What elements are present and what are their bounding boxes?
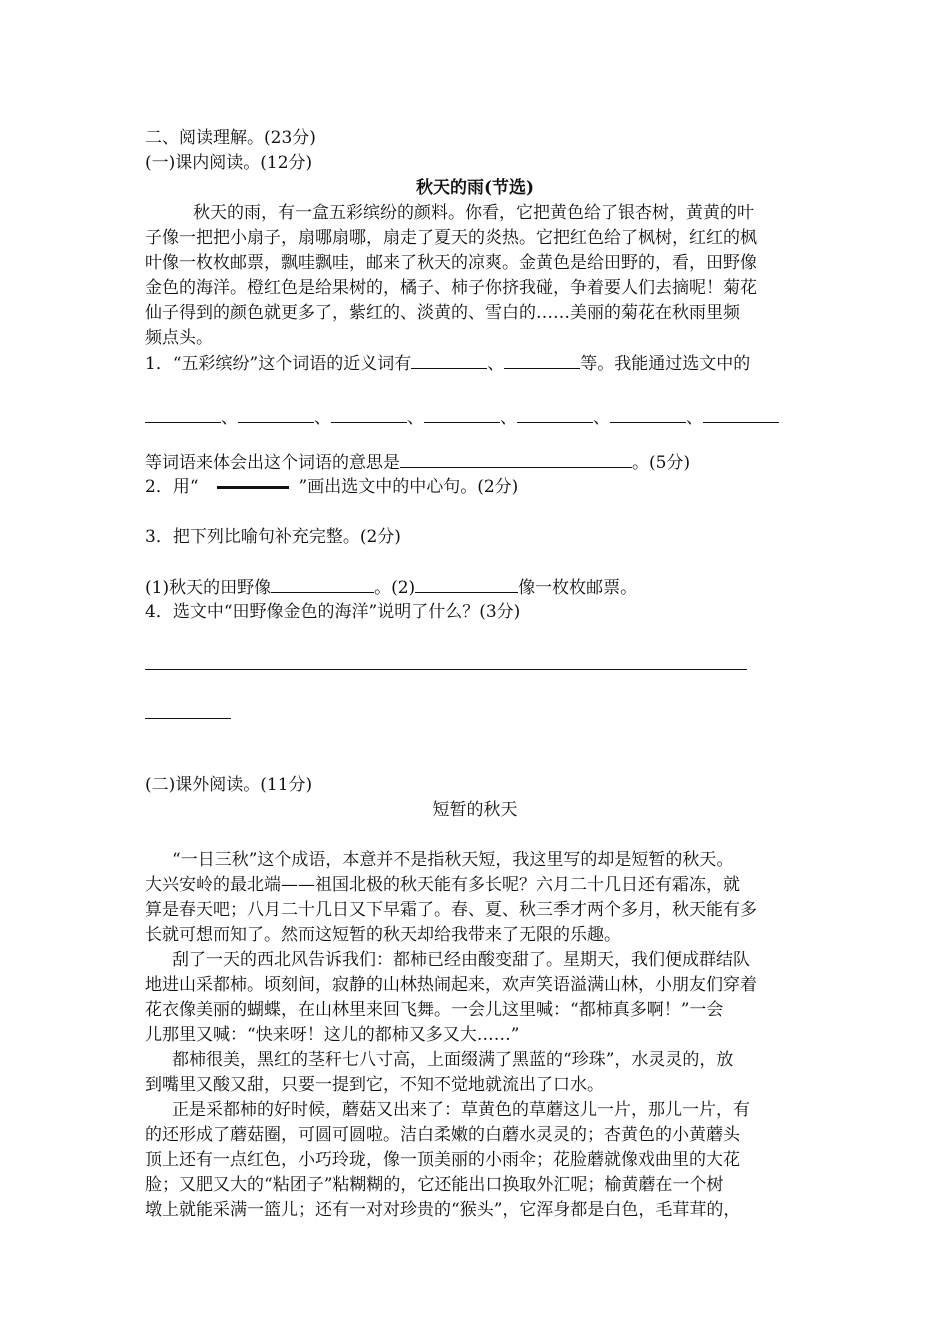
q1-word-blank[interactable] bbox=[238, 405, 314, 423]
passage2-line: 长就可想而知了。然而这短暂的秋天却给我带来了无限的乐趣。 bbox=[145, 925, 621, 945]
passage2-line: 到嘴里又酸又甜，只要一提到它，不知不觉地就流出了口水。 bbox=[145, 1075, 604, 1095]
q3-answers bbox=[145, 575, 637, 600]
passage2-line: 大兴安岭的最北端——祖国北极的秋天能有多长呢？六月二十几日还有霜冻，就 bbox=[145, 875, 740, 895]
passage2-line: 花衣像美丽的蝴蝶，在山林里来回飞舞。一会儿这里喊：“都柿真多啊！”一会 bbox=[145, 1000, 724, 1020]
q2-prefix: 2．用“ bbox=[145, 477, 199, 497]
q1-word-blank[interactable] bbox=[331, 405, 407, 423]
q2-suffix: ”画出选文中的中心句。(2分) bbox=[298, 477, 519, 497]
passage2-line: 顶上还有一点红色，小巧玲珑，像一顶美丽的小雨伞；花脸蘑就像戏曲里的大花 bbox=[145, 1150, 740, 1170]
q1-blank-1[interactable] bbox=[411, 351, 487, 369]
separator: 、 bbox=[314, 408, 331, 428]
q1-word-blank[interactable] bbox=[517, 405, 593, 423]
q1-blank-2[interactable] bbox=[504, 351, 580, 369]
q1-line3-suffix: 。(5分) bbox=[632, 453, 691, 473]
passage-line: 仙子得到的颜色就更多了，紫红的、淡黄的、雪白的……美丽的菊花在秋雨里频 bbox=[145, 303, 740, 323]
q4-answer-line[interactable] bbox=[145, 669, 747, 670]
q3-blank-2[interactable] bbox=[415, 575, 518, 593]
part1-heading: (一)课内阅读。(12分) bbox=[145, 153, 313, 173]
part2-title: 短暂的秋天 bbox=[432, 800, 518, 820]
q3-a-prefix: (1)秋天的田野像 bbox=[145, 578, 272, 598]
question-1 bbox=[145, 351, 750, 376]
passage-line: 频点头。 bbox=[145, 328, 213, 348]
question-4: 4．选文中“田野像金色的海洋”说明了什么？(3分) bbox=[145, 602, 521, 622]
section-heading: 二、阅读理解。(23分) bbox=[145, 128, 316, 148]
passage-line: 子像一把把小扇子，扇哪扇哪，扇走了夏天的炎热。它把红色给了枫树，红红的枫 bbox=[145, 228, 757, 248]
q1-sep: 、 bbox=[487, 354, 505, 374]
separator: 、 bbox=[500, 408, 517, 428]
q1-prefix: 1．“五彩缤纷”这个词语的近义词有 bbox=[145, 354, 412, 374]
separator: 、 bbox=[593, 408, 610, 428]
passage2-line: 刮了一天的西北风告诉我们：都柿已经由酸变甜了。星期天，我们便成群结队 bbox=[172, 950, 750, 970]
question-3: 3．把下列比喻句补充完整。(2分) bbox=[145, 527, 401, 547]
passage2-line: 儿那里又喊：“快来呀！这儿的都柿又多又大……” bbox=[145, 1025, 520, 1045]
q1-meaning-blank[interactable] bbox=[400, 450, 632, 468]
part1-title: 秋天的雨(节选) bbox=[415, 178, 535, 198]
q1-word-blank[interactable] bbox=[145, 405, 221, 423]
q3-b-suffix: 像一枚枚邮票。 bbox=[518, 578, 638, 598]
q3-a-suffix: 。(2) bbox=[374, 578, 416, 598]
separator: 、 bbox=[407, 408, 424, 428]
passage2-line: 的还形成了蘑菇圈，可圆可圆啦。洁白柔嫩的白蘑水灵灵的；杏黄色的小黄蘑头 bbox=[145, 1125, 740, 1145]
passage2-line: 算是春天吧；八月二十几日又下早霜了。春、夏、秋三季才两个多月，秋天能有多 bbox=[145, 900, 757, 920]
passage-line: 金色的海洋。橙红色是给果树的，橘子、柿子你挤我碰，争着要人们去摘呢！菊花 bbox=[145, 278, 757, 298]
passage2-line: 正是采都柿的好时候，蘑菇又出来了：草黄色的草蘑这儿一片，那儿一片，有 bbox=[172, 1100, 750, 1120]
passage2-line: 地进山采都柿。顷刻间，寂静的山林热闹起来，欢声笑语溢满山林，小朋友们穿着 bbox=[145, 975, 757, 995]
passage2-line: 脸；又肥又大的“粘团子”粘糊糊的，它还能出口换取外汇呢；榆黄蘑在一个树 bbox=[145, 1175, 724, 1195]
q1-suffix: 等。我能通过选文中的 bbox=[580, 354, 751, 374]
q1-line3 bbox=[145, 450, 690, 475]
passage2-line: 都柿很美，黑红的茎秆七八寸高，上面缀满了黑蓝的“珍珠”，水灵灵的，放 bbox=[172, 1050, 734, 1070]
passage2-line: “一日三秋”这个成语，本意并不是指秋天短，我这里写的却是短暂的秋天。 bbox=[172, 850, 734, 870]
separator: 、 bbox=[221, 408, 238, 428]
q1-blank-row bbox=[145, 405, 779, 430]
passage-line: 叶像一枚枚邮票，飘哇飘哇，邮来了秋天的凉爽。金黄色是给田野的，看，田野像 bbox=[145, 253, 757, 273]
passage2-line: 墩上就能采满一篮儿；还有一对对珍贵的“猴头”，它浑身都是白色，毛茸茸的， bbox=[145, 1200, 741, 1220]
q1-word-blank[interactable] bbox=[610, 405, 686, 423]
q3-blank-1[interactable] bbox=[271, 575, 374, 593]
underline-mark bbox=[217, 486, 289, 489]
question-2 bbox=[145, 475, 518, 499]
separator: 、 bbox=[686, 408, 703, 428]
q4-answer-line[interactable] bbox=[145, 718, 231, 719]
q1-word-blank[interactable] bbox=[424, 405, 500, 423]
passage-line: 秋天的雨，有一盒五彩缤纷的颜料。你看，它把黄色给了银杏树，黄黄的叶 bbox=[193, 203, 754, 223]
q1-word-blank[interactable] bbox=[703, 405, 779, 423]
part2-heading: (二)课外阅读。(11分) bbox=[145, 775, 313, 795]
q1-line3-prefix: 等词语来体会出这个词语的意思是 bbox=[145, 453, 400, 473]
